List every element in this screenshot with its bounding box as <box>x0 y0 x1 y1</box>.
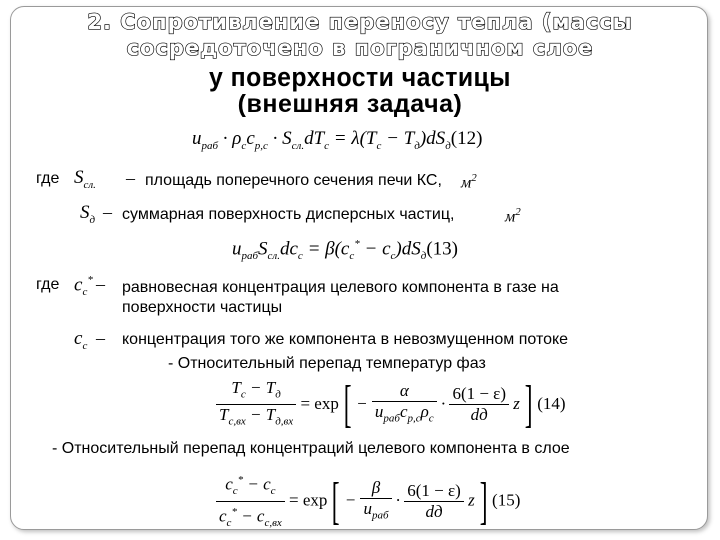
c-star-description-line-1: равновесная концентрация целевого компонента в газе на <box>122 279 559 296</box>
section-temperature-label: - Относительный перепад температур фаз <box>168 355 486 372</box>
dash: – <box>103 202 112 222</box>
c-description: концентрация того же компонента в невозмущенном потоке <box>122 331 569 348</box>
equation-13-number: (13) <box>426 238 458 260</box>
unit-m2-2: $м^2$ <box>505 206 521 226</box>
slide-title-line-2: сосредоточено в пограничном слое <box>126 36 594 60</box>
dash: – <box>96 328 105 348</box>
where-label-1: где <box>36 170 60 187</box>
section-concentration-label: - Относительный перепад концентраций целевого компонента в слое <box>52 440 570 457</box>
symbol-s-sl: $S_{сл.}$ <box>74 167 96 191</box>
symbol-s-d: $S_д$ <box>80 202 96 226</box>
equation-14: $\frac{T_c - T_д}{T_{c,вх} - T_{д,вх}}$ = exp[ − $\frac{\alpha}{u_{раб}c_{р,с}\rho_с}$ · $\frac{6(1 - \varepsilon)}{dд}$ z] (14) <box>216 378 566 432</box>
symbol-c-star: $c_c^*$ <box>74 274 93 299</box>
s-sl-description: площадь поперечного сечения печи КС, <box>145 172 442 189</box>
slide-title-line-4: (внешняя задача) <box>237 90 463 118</box>
equation-15-number: (15) <box>492 490 521 510</box>
where-label-2: где <box>36 276 60 293</box>
slide-title-line-1: 2. Сопротивление переносу тепла (массы <box>87 10 633 34</box>
unit-m2-1: $м^2$ <box>461 172 477 192</box>
equation-12-number: (12) <box>450 128 483 149</box>
s-d-description: суммарная поверхность дисперсных частиц, <box>122 206 455 223</box>
c-star-description-line-2: поверхности частицы <box>122 299 283 316</box>
symbol-c: $c_c$ <box>74 328 88 352</box>
equation-12: $u_{раб} \cdot \rho_сc_{р,с} \cdot S_{сл.}dT_c = \lambda(T_c - T_д)dS_д(12)$ <box>192 128 483 152</box>
equation-15: $\frac{c_c^* - c_c}{c_c^* - c_{c,вх}}$ = exp[ − $\frac{\beta}{u_{раб}}$ · $\frac{6(1 - \varepsilon)}{dд}$ z] (15) <box>216 470 520 533</box>
dash: – <box>96 274 105 294</box>
equation-13: $u_{раб}S_{сл.}dc_c = \beta(c_c^* - c_c)dS_д(13)$ <box>232 238 458 263</box>
equation-14-number: (14) <box>537 393 566 413</box>
slide-title-line-3: у поверхности частицы <box>209 62 511 92</box>
dash: – <box>126 168 135 188</box>
